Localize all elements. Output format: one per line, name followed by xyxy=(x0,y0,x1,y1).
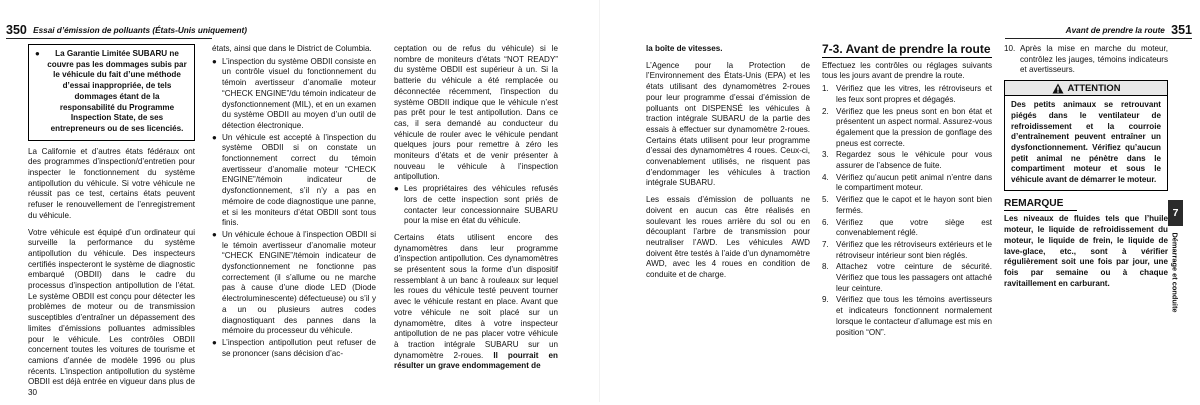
list-item xyxy=(212,57,376,132)
list-number: 5. xyxy=(822,195,829,205)
list-item-text: Vérifiez que tous les témoins avertisseurs et indicateurs fonctionnent normalement lorsque le contacteur d’allumage est mis en position “ON”. xyxy=(836,295,992,337)
left-page xyxy=(0,0,590,402)
paragraph-text: Certains états utilisent encore des dynamomètres dans leur programme d’inspection antipollution. Ces dynamomètres se présentent sous la forme d’un dispositif ressemblant à un banc à rouleaux sur lequel les roues du véhicule testé peuvent tourner avec le véhicule restant en place. Avant que votre véhicule ne soit placé sur un dynamomètre, dites à votre inspecteur antipollution de ne pas placer votre véhicule à traction intégrale SUBARU sur un dynamomètre 2-roues. xyxy=(394,232,558,360)
paragraph: Votre véhicule est équipé d’un ordinateur qui surveille la performance du système antipollution du véhicule. Des inspecteurs certifiés inspecteront le système de diagnostic embarqué (OBDII) dans le cadre du processus d’inspection antipollution de l’état. Le système OBDII est conçu pour détecter les problèmes de moteur ou de transmission susceptibles d’entraîner un dépassement des limites d’émissions polluantes admissibles pour le véhicule. Les contrôles OBDII concernent toutes les voitures de tourisme et camions d’année de modèle 1996 ou plus récents. L’inspection antipollution du système OBDII est déjà entrée en vigueur dans plus de 30 xyxy=(28,227,195,398)
list-number: 4. xyxy=(822,172,829,182)
left-column-2 xyxy=(212,44,376,360)
left-column-1 xyxy=(28,44,195,405)
list-item-text: L’inspection du système OBDII consiste en un contrôle visuel du fonctionnement du témoin avertisseur d’anomalie moteur “CHECK ENGINE”/du témoin indicateur de dysfonctionnement (MIL), et en un examen du système OBDII au moyen d’un outil de détection électronique. xyxy=(222,56,376,130)
right-page-number: 351 xyxy=(1171,23,1192,37)
list-item-text: Vérifiez que votre siège est convenablement réglé. xyxy=(836,217,992,238)
list-item-text: Vérifiez qu’aucun petit animal n’entre dans le compartiment moteur. xyxy=(836,172,992,193)
right-column-2 xyxy=(822,44,992,339)
list-item xyxy=(212,338,376,359)
list-item xyxy=(822,240,992,261)
right-running-head xyxy=(1066,22,1192,36)
right-column-3 xyxy=(1004,44,1168,289)
list-number: 9. xyxy=(822,295,829,305)
bullet-icon: ● xyxy=(394,184,399,194)
chapter-label-text: Démarrage et conduite xyxy=(1170,232,1180,313)
attention-header xyxy=(1005,81,1167,96)
list-item-text: L’inspection antipollution peut refuser de se prononcer (sans décision d’ac- xyxy=(222,337,376,358)
warranty-warning-box xyxy=(28,44,195,141)
list-item-text: Les propriétaires des véhicules refusés lors de cette inspection sont priés de contacter leur concessionnaire SUBARU pour la mise en état du véhicule. xyxy=(404,184,558,226)
list-item xyxy=(822,150,992,171)
right-running-title: Avant de prendre la route xyxy=(1065,26,1165,35)
list-item xyxy=(822,295,992,338)
left-column-3 xyxy=(394,44,558,378)
list-item xyxy=(822,195,992,216)
bullet-icon: ● xyxy=(212,56,217,66)
left-header-rule xyxy=(6,38,212,39)
attention-body: Des petits animaux se retrouvant piégés dans le ventilateur de refroidissement et la courroie d’entraînement peuvent entraîner un dysfonctionnement. Vérifiez qu’aucun petit animal ne pénètre dans le compartiment moteur et sous le véhicule avant de démarrer le moteur. xyxy=(1011,100,1161,185)
bullet-icon: ● xyxy=(212,229,217,239)
list-number: 8. xyxy=(822,262,829,272)
list-item-text: Regardez sous le véhicule pour vous assurer de l’absence de fuite. xyxy=(836,150,992,171)
list-item xyxy=(1004,44,1168,76)
list-number: 3. xyxy=(822,150,829,160)
chapter-label xyxy=(1166,230,1184,316)
right-page xyxy=(610,0,1200,402)
bullet-icon: ● xyxy=(212,132,217,142)
right-column-1 xyxy=(646,44,810,287)
list-item xyxy=(212,230,376,337)
paragraph: Effectuez les contrôles ou réglages suivants tous les jours avant de prendre la route. xyxy=(822,60,992,81)
list-item-text: Un véhicule est accepté à l’inspection du système OBDII si on constate un fonctionnement correct du témoin avertisseur d’anomalie moteur “CHECK ENGINE”/témoin indicateur de dysfonctionnement, s’il n’y a pas en mémoire de code diagnostique une panne, et si les moniteurs d’état OBDII sont tous finis. xyxy=(222,132,376,228)
section-title: 7-3. Avant de prendre la route xyxy=(822,42,991,56)
list-item-text: Vérifiez que les vitres, les rétroviseurs et les feux sont propres et dégagés. xyxy=(836,84,992,104)
list-item xyxy=(394,184,558,227)
attention-box xyxy=(1004,80,1168,191)
right-header-rule xyxy=(1005,38,1192,39)
list-item-text: Attachez votre ceinture de sécurité. Vérifiez que tous les passagers ont attaché leur ceinture. xyxy=(836,262,992,293)
list-number: 10. xyxy=(1004,44,1016,53)
list-number: 1. xyxy=(822,84,829,94)
list-item-text: Vérifiez que les rétroviseurs extérieurs et le rétroviseur intérieur sont bien réglés. xyxy=(836,239,992,260)
left-page-number: 350 xyxy=(6,23,27,37)
list-item xyxy=(822,262,992,294)
left-running-title: Essai d’émission de polluants (États-Unis uniquement) xyxy=(33,26,247,35)
list-item-text: Vérifiez que les pneus sont en bon état et présentent un aspect normal. Assurez-vous également que la pression de gonflage des pneus est correcte. xyxy=(836,106,992,148)
paragraph: états, ainsi que dans le District de Columbia. xyxy=(212,44,372,53)
list-item-text: Un véhicule échoue à l’inspection OBDII si le témoin avertisseur d’anomalie moteur “CHECK ENGINE”/témoin indicateur de dysfonctionnement ne fonctionne pas correctement (il s’allume ou ne marche pas à cause d’une diode LED (Diode électroluminescente) défectueuse) ou s’il y a un ou plusieurs autres codes diagnostiquant des pannes dans la mémoire du processeur du véhicule. xyxy=(222,229,376,336)
checklist xyxy=(822,84,992,338)
paragraph xyxy=(394,233,558,372)
paragraph: L’Agence pour la Protection de l’Environnement des États-Unis (EPA) et les états utilisant des dynamomètres 2-roues pour leur programme d’essai d’émission de polluants ont DISPENSÉ les véhicules à traction intégrale SUBARU de la partie des essais à effectuer sur dynamomètre 2-roues. Certains états utilisent pour leur programme d’essai des dynamomètres 4 roues. Ceux-ci, convenablement utilisés, ne risquent pas d’endommager les véhicules à traction intégrale SUBARU. xyxy=(646,60,810,188)
left-running-head xyxy=(6,22,247,36)
list-number: 7. xyxy=(822,239,829,249)
warranty-bullet-item xyxy=(35,49,188,135)
list-item-text: Vérifiez que le capot et le hayon sont bien fermés. xyxy=(836,195,992,215)
list-item xyxy=(822,218,992,239)
list-item-text: Après la mise en marche du moteur, contrôlez les jauges, témoins indicateurs et avertisseurs. xyxy=(1020,44,1168,75)
gutter xyxy=(599,0,600,402)
attention-title: ATTENTION xyxy=(1067,81,1121,93)
paragraph-bold-text: Il pourrait en résulter un grave endommagement de xyxy=(394,350,558,371)
list-item xyxy=(822,107,992,150)
warning-triangle-icon xyxy=(1052,83,1064,94)
bullet-icon: ● xyxy=(35,49,40,58)
paragraph: Les essais d’émission de polluants ne doivent en aucun cas être réalisés en soulevant les roues arrière du sol ou en découplant l’arbre de transmission pour neutraliser l’AWD. Les véhicules AWD doivent être testés à l’aide d’un dynamomètre AWD, avec les 4 roues en condition de conduite et de charge. xyxy=(646,195,810,280)
remarque-body: Les niveaux de fluides tels que l’huile moteur, le liquide de refroidissement du moteur, le liquide de frein, le liquide de lave-glace, etc., sont à vérifier régulièrement soit une fois par jour, une fois par semaine ou à chaque ravitaillement en carburant. xyxy=(1004,214,1168,288)
list-number: 2. xyxy=(822,106,829,116)
warranty-text: La Garantie Limitée SUBARU ne couvre pas les dommages subis par le véhicule du fait d’une méthode d’essai inappropriée, de tels dommages étant de la responsabilité du Programme Inspection State, de ses entrepreneurs ou de ses licenciés. xyxy=(47,49,187,133)
list-item xyxy=(822,173,992,194)
paragraph: ceptation ou de refus du véhicule) si le nombre de moniteurs d’états “NOT READY” du système OBDII est supérieur à un. Si la batterie du véhicule a été remplacée ou déconnectée récemment, l’inspection du système OBDII indique que le véhicule n’est pas prêt pour le test antipollution. Dans ce cas, il sera demandé au conducteur du véhicule de rouler avec le véhicule pendant quelques jours pour remettre à zéro les moniteurs d’états et de venir présenter à nouveau le véhicule à l’inspection antipollution. xyxy=(394,44,558,182)
paragraph: la boîte de vitesses. xyxy=(646,44,723,53)
list-item xyxy=(822,84,992,105)
list-number: 6. xyxy=(822,217,829,227)
remarque-title: REMARQUE xyxy=(1004,199,1077,212)
bullet-icon: ● xyxy=(212,337,217,347)
list-item xyxy=(212,133,376,229)
chapter-tab: 7 xyxy=(1168,200,1183,226)
paragraph: La Californie et d’autres états fédéraux ont des programmes d’inspection/d’entretien pour inspecter le fonctionnement du système antipollution du véhicule. Si votre véhicule ne réussit pas ce test, certains états peuvent refuser le renouvellement de l’enregistrement du véhicule. xyxy=(28,146,195,220)
